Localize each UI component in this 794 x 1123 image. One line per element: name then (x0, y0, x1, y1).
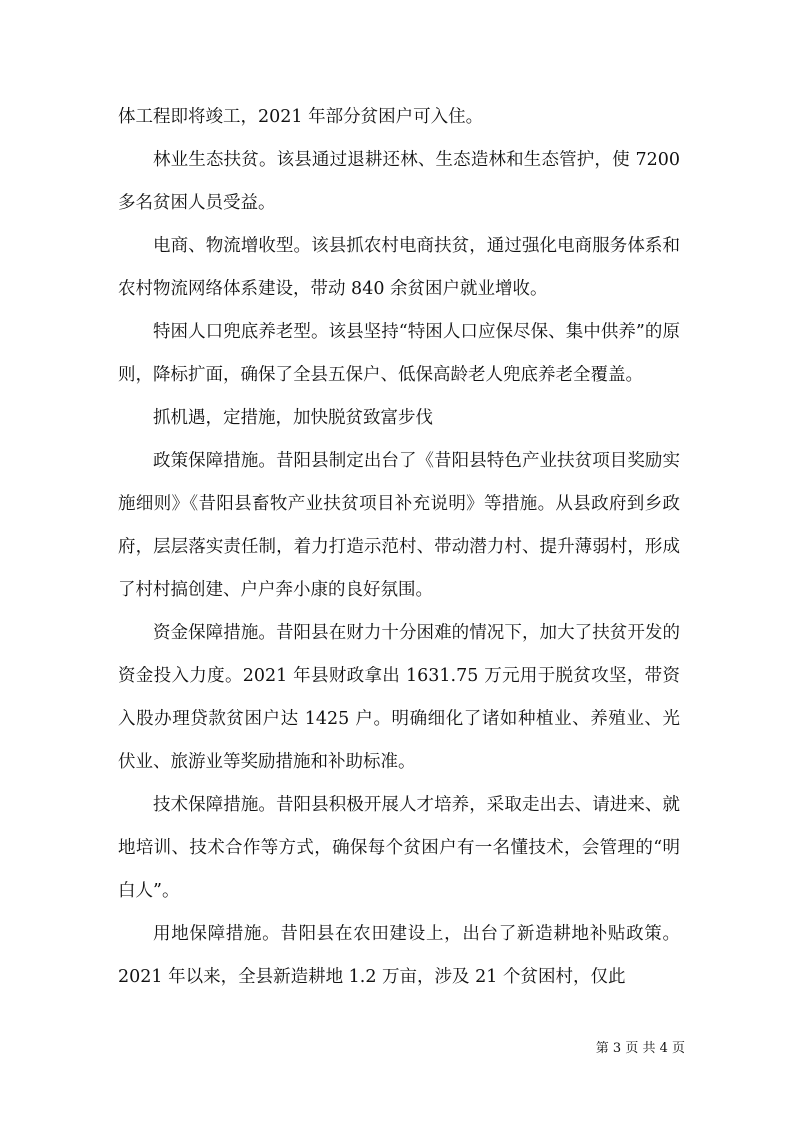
document-body (118, 96, 680, 999)
paragraph: 特困人口兜底养老型。该县坚持“特困人口应保尽保、集中供养”的原则，降标扩面，确保了全县五保户、低保高龄老人兜底养老全覆盖。 (118, 322, 680, 385)
paragraph: 电商、物流增收型。该县抓农村电商扶贫，通过强化电商服务体系和农村物流网络体系建设，带动 840 余贫困户就业增收。 (118, 236, 680, 299)
paragraph: 用地保障措施。昔阳县在农田建设上，出台了新造耕地补贴政策。2021 年以来，全县新造耕地 1.2 万亩，涉及 21 个贫困村，仅此 (118, 924, 680, 987)
page-number-footer: 第 3 页 共 4 页 (595, 1041, 685, 1056)
section-heading: 抓机遇，定措施，加快脱贫致富步伐 (153, 408, 433, 428)
paragraph: 资金保障措施。昔阳县在财力十分困难的情况下，加大了扶贫开发的资金投入力度。2021 年县财政拿出 1631.75 万元用于脱贫攻坚，带资入股办理贷款贫困户达 1425 户。明确细化了诸如种植业、养殖业、光伏业、旅游业等奖励措施和补助标准。 (118, 623, 680, 772)
paragraph: 林业生态扶贫。该县通过退耕还林、生态造林和生态管护，使 7200 多名贫困人员受益。 (118, 150, 680, 213)
paragraph: 体工程即将竣工，2021 年部分贫困户可入住。 (118, 107, 484, 127)
paragraph: 政策保障措施。昔阳县制定出台了《昔阳县特色产业扶贫项目奖励实施细则》《昔阳县畜牧产业扶贫项目补充说明》等措施。从县政府到乡政府，层层落实责任制，着力打造示范村、带动潜力村、提升薄弱村，形成了村村搞创建、户户奔小康的良好氛围。 (118, 451, 680, 600)
paragraph: 技术保障措施。昔阳县积极开展人才培养，采取走出去、请进来、就地培训、技术合作等方式，确保每个贫困户有一名懂技术，会管理的“明白人”。 (118, 795, 680, 901)
